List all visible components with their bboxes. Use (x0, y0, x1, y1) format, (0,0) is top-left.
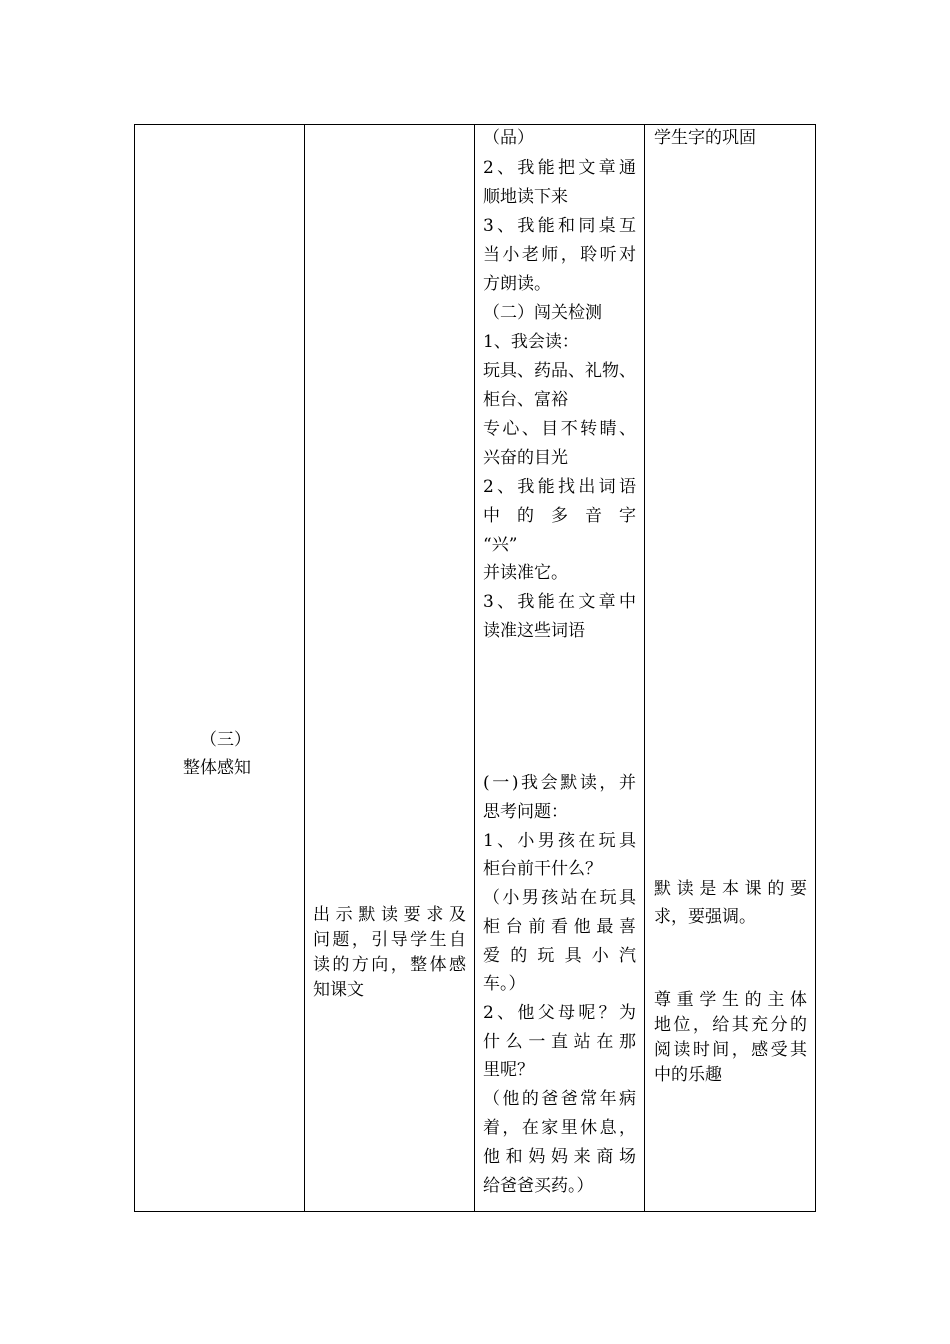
student-activity-line: 柜台前干什么？ (483, 859, 602, 879)
student-activity-line: 给爸爸买药。） (483, 1176, 594, 1196)
student-activity-line: 着，在家里休息， (483, 1118, 636, 1138)
teacher-activity-line: 出示默读要求及 (313, 905, 466, 925)
student-activity-line: 2、他父母呢？为 (483, 1003, 636, 1023)
student-activity-line: (一)我会默读，并 (483, 773, 636, 793)
design-note-line: 阅读时间，感受其 (654, 1040, 807, 1060)
student-activity-line: 柜台、富裕 (483, 390, 568, 410)
column-divider-3 (644, 125, 645, 1211)
design-note-line: 求，要强调。 (654, 907, 756, 927)
student-activity-line: 玩具、药品、礼物、 (483, 361, 636, 381)
design-note-line: 中的乐趣 (654, 1065, 722, 1085)
student-activity-line: 3、我能在文章中 (483, 592, 636, 612)
design-note-line: 尊重学生的主体 (654, 990, 807, 1010)
student-activity-line: 什么一直站在那 (483, 1032, 636, 1052)
student-activity-line: 车。） (483, 974, 526, 994)
design-note-line: 地位，给其充分的 (654, 1015, 807, 1035)
student-activity-line: 1、小男孩在玩具 (483, 831, 636, 851)
column-divider-1 (304, 125, 305, 1211)
student-activity-line: 专心、目不转睛、 (483, 419, 636, 439)
student-activity-line: 1、我会读： (483, 332, 579, 352)
design-note-line: 默读是本课的要 (654, 879, 807, 899)
section-number: （三） (200, 730, 251, 750)
student-activity-line: “兴” (483, 535, 518, 555)
student-activity-line: 读准这些词语 (483, 621, 585, 641)
student-activity-line: 他和妈妈来商场 (483, 1147, 636, 1167)
student-activity-line: 3、我能和同桌互 (483, 216, 636, 236)
student-activity-line: 方朗读。 (483, 274, 551, 294)
student-activity-line: 2、我能把文章通 (483, 158, 636, 178)
student-activity-line: 中 的 多 音 字 (483, 506, 636, 526)
section-title: 整体感知 (183, 758, 251, 778)
student-activity-line: 当小老师，聆听对 (483, 245, 636, 265)
student-activity-line: （品） (483, 128, 534, 148)
teacher-activity-line: 知课文 (313, 980, 364, 1000)
student-activity-line: 思考问题： (483, 802, 568, 822)
student-activity-line: 爱的玩具小汽 (483, 946, 636, 966)
student-activity-line: 并读准它。 (483, 563, 568, 583)
student-activity-line: 里呢？ (483, 1060, 534, 1080)
student-activity-line: 兴奋的目光 (483, 448, 568, 468)
student-activity-line: 顺地读下来 (483, 187, 568, 207)
student-activity-line: （他的爸爸常年病 (483, 1089, 636, 1109)
design-note-line: 学生字的巩固 (654, 128, 756, 148)
column-divider-2 (474, 125, 475, 1211)
student-activity-line: 柜台前看他最喜 (483, 917, 636, 937)
teacher-activity-line: 读的方向，整体感 (313, 955, 466, 975)
student-activity-line: （小男孩站在玩具 (483, 888, 636, 908)
teacher-activity-line: 问题，引导学生自 (313, 930, 466, 950)
student-activity-line: 2、我能找出词语 (483, 477, 636, 497)
student-activity-line: （二）闯关检测 (483, 303, 602, 323)
